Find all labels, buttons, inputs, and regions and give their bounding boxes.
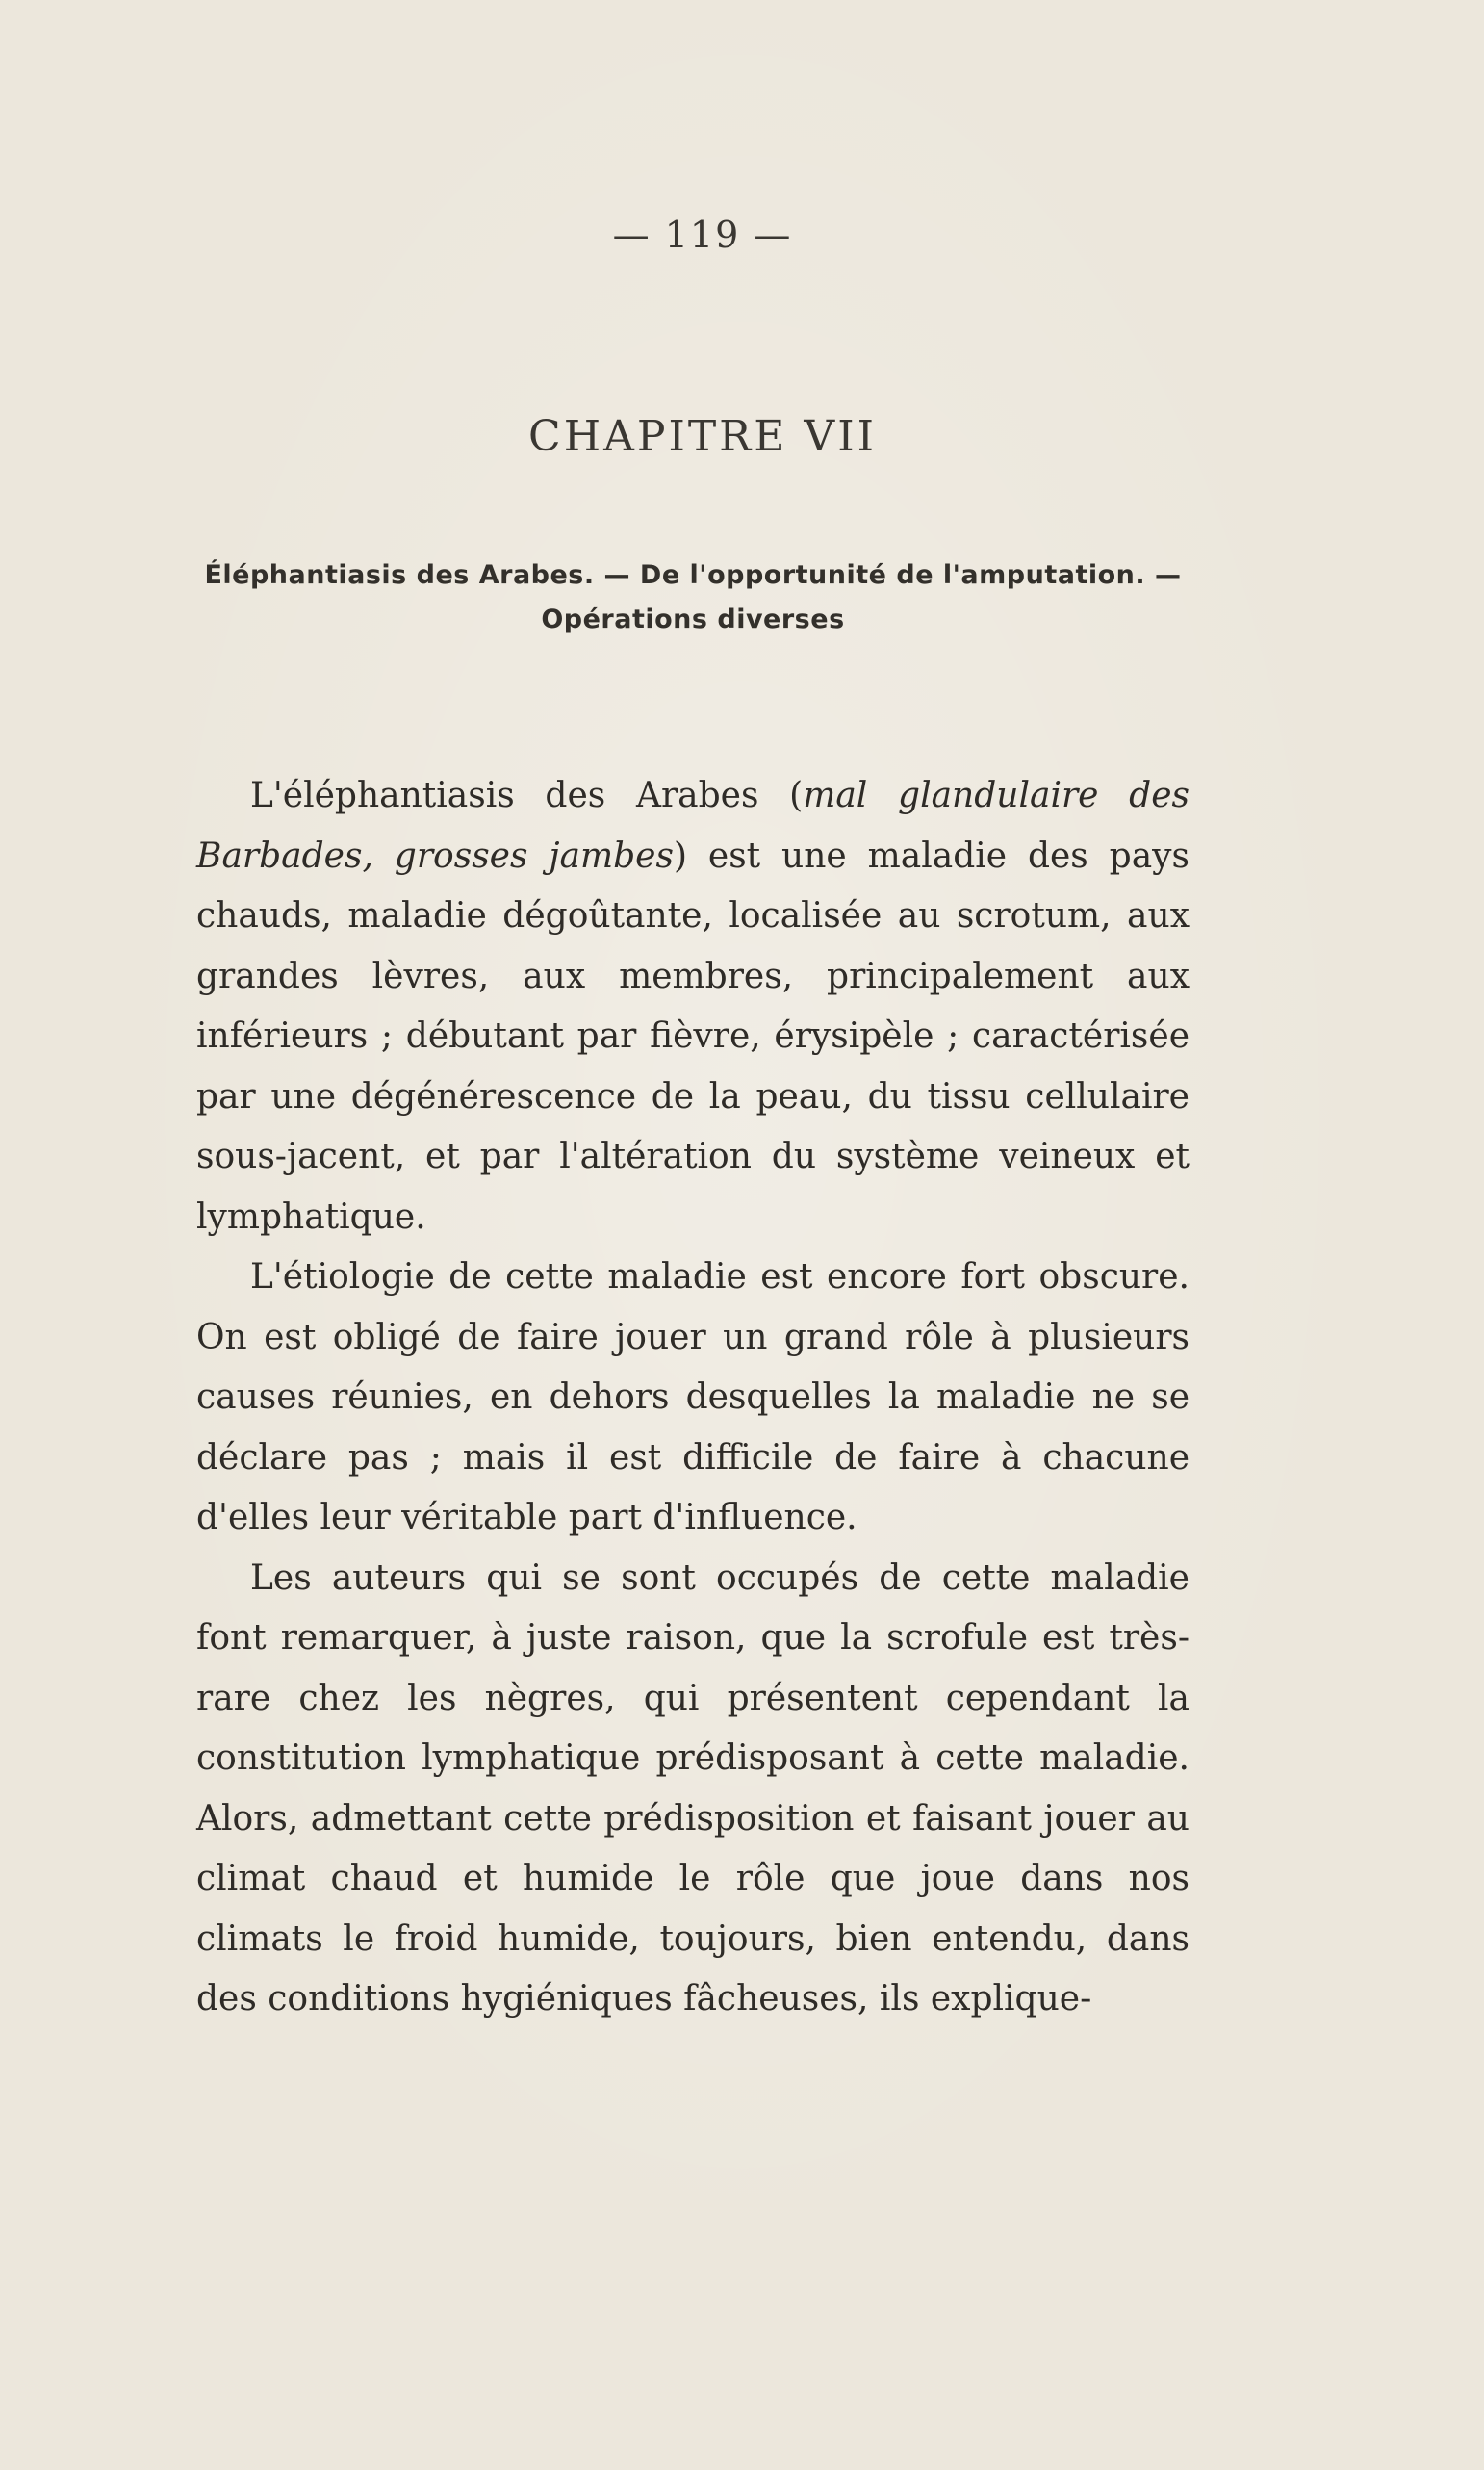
paragraph-1 bbox=[196, 766, 1190, 1248]
paragraph-1-start: L'éléphantiasis des Arabes ( bbox=[250, 776, 804, 815]
body-text bbox=[196, 766, 1190, 2030]
page-number: — 119 — bbox=[612, 214, 793, 256]
paragraph-1-rest: ) est une maladie des pays chauds, maladie dégoûtante, localisée au scrotum, aux grandes lèvres, aux membres, principalement aux inférieurs ; débutant par fièvre, érysipèle ; caractérisée par une dégénérescence de la peau, du tissu cellulaire sous-jacent, et par l'altération du système veineux et lymphatique. bbox=[196, 836, 1190, 1237]
chapter-title: CHAPITRE VII bbox=[528, 412, 877, 461]
paragraph-3: Les auteurs qui se sont occupés de cette maladie font remarquer, à juste raison, que la scrofule est très-rare chez les nègres, qui présentent cependant la constitution lymphatique prédisposant à cette maladie. Alors, admettant cette prédisposition et faisant jouer au climat chaud et humide le rôle que joue dans nos climats le froid humide, toujours, bien entendu, dans des conditions hygiéniques fâcheuses, ils explique- bbox=[196, 1557, 1190, 2019]
paragraph-1-italic: mal glandulaire des Barbades, grosses jambes bbox=[196, 776, 1190, 876]
chapter-summary-line-2: Opérations diverses bbox=[541, 605, 845, 634]
paragraph-2: L'étiologie de cette maladie est encore fort obscure. On est obligé de faire jouer un grand rôle à plusieurs causes réunies, en dehors desquelles la maladie ne se déclare pas ; mais il est difficile de faire à chacune d'elles leur véritable part d'influence. bbox=[196, 1257, 1190, 1537]
chapter-summary-line-1: Éléphantiasis des Arabes. — De l'opportunité de l'amputation. — bbox=[204, 560, 1182, 590]
